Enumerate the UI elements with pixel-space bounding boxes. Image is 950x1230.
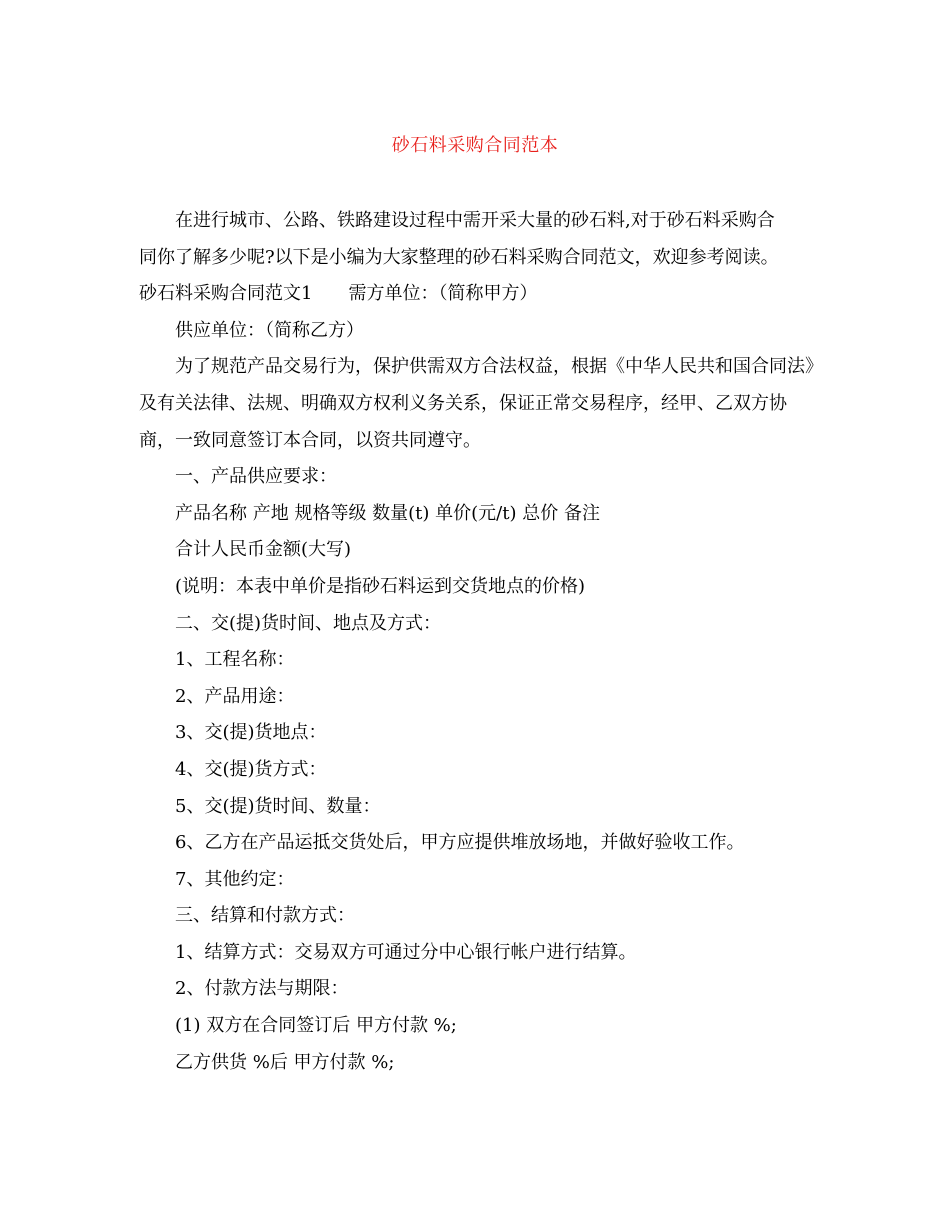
intro-line: 同你了解多少呢?以下是小编为大家整理的砂石料采购合同范文，欢迎参考阅读。 [139, 246, 779, 268]
clause-item: 1、结算方式：交易双方可通过分中心银行帐户进行结算。 [175, 941, 637, 963]
intro-line: 在进行城市、公路、铁路建设过程中需开采大量的砂石料,对于砂石料采购合 [175, 210, 775, 231]
clause-item: 4、交(提)货方式： [175, 758, 327, 780]
section-heading: 二、交(提)货时间、地点及方式： [175, 612, 442, 634]
product-table-header: 产品名称 产地 规格等级 数量(t) 单价(元/t) 总价 备注 [175, 502, 600, 524]
price-note: (说明：本表中单价是指砂石料运到交货地点的价格) [175, 575, 586, 597]
clause-item: (1) 双方在合同签订后 甲方付款 %; [175, 1015, 457, 1037]
intro-line: 砂石料采购合同范文1 需方单位：（简称甲方） [139, 283, 538, 305]
clause-item: 1、工程名称： [175, 649, 295, 671]
section-heading: 一、产品供应要求： [175, 466, 337, 488]
preamble-paragraph: 为了规范产品交易行为，保护供需双方合法权益，根据《中华人民共和国合同法》及有关法律、法规、明确双方权利义务关系，保证正常交易程序，经甲、乙双方协商，一致同意签订本合同，以资共同遵守。 [139, 356, 814, 451]
document-body [139, 203, 815, 1081]
clause-item: 3、交(提)货地点： [175, 722, 327, 744]
clause-item: 7、其他约定： [175, 868, 295, 890]
clause-item: 乙方供货 %后 甲方付款 %; [175, 1051, 395, 1073]
document-title: 砂石料采购合同范本 [391, 135, 559, 156]
clause-item: 6、乙方在产品运抵交货处后，甲方应提供堆放场地，并做好验收工作。 [175, 832, 745, 854]
clause-item: 5、交(提)货时间、数量： [175, 795, 381, 817]
intro-block [139, 203, 815, 313]
clause-item: 2、付款方法与期限： [175, 978, 349, 1000]
section-heading: 三、结算和付款方式： [175, 905, 355, 927]
clause-item: 2、产品用途： [175, 685, 295, 707]
total-amount-line: 合计人民币金额(大写) [175, 539, 352, 561]
supplier-line: 供应单位：（简称乙方） [175, 319, 364, 341]
